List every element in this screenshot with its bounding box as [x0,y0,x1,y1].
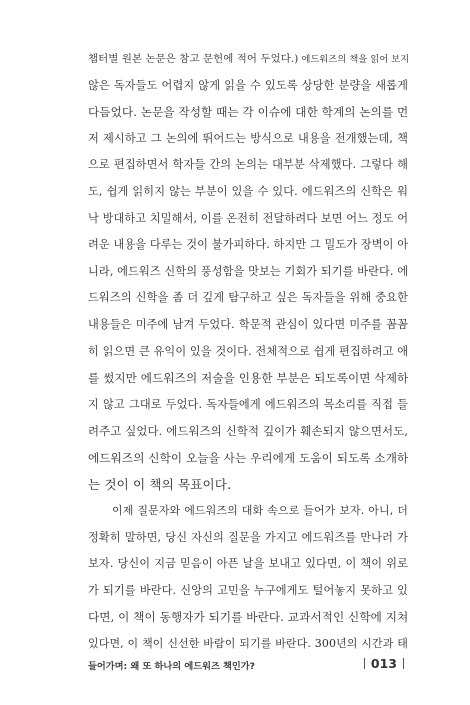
divider [403,658,404,669]
text-line: 다듬었다. 논문을 작성할 때는 각 이슈에 대한 학계의 논의를 먼 [88,105,409,120]
text-line: 다면, 이 책이 동행자가 되기를 바란다. 교과서적인 신학에 지쳐 [88,610,409,625]
text-line: 가 되기를 바란다. 신앙의 고민을 누구에게도 털어놓지 못하고 있 [88,583,408,597]
text-line: 려운 내용을 다루는 것이 불가피하다. 하지만 그 밀도가 장벽이 아 [88,238,409,252]
text-line: 내용들은 미주에 남겨 두었다. 학문적 관심이 있다면 미주를 꼼꼼 [88,317,408,331]
page-footer [88,656,410,672]
text-line: 정확히 말하면, 당신 자신의 질문을 가지고 에드워즈를 만나러 가 [88,530,408,544]
text-line: 를 썼지만 에드워즈의 저술을 인용한 부분은 되도록이면 삭제하 [88,371,409,386]
text-line: 도, 쉽게 읽히지 않는 부분이 있을 수 있다. 에드워즈의 신학은 워 [88,184,408,198]
text-line: 는 것이 이 책의 목표이다. [88,476,232,492]
text-line: 에드워즈의 신학이 오늘을 사는 우리에게 도움이 되도록 소개하 [88,450,409,465]
running-head: 들어가며: 왜 또 하나의 에드워즈 책인가? [88,661,255,672]
page-number-group [358,656,410,671]
text-line: 드워즈의 신학을 좀 더 깊게 탐구하고 싶은 독자들을 위해 중요한 [88,291,408,305]
text-line [88,46,408,73]
footnote-remark: 챕터별 원본 논문은 참고 문헌에 적어 두었다.) [88,53,299,65]
text-line: 지 않고 그대로 두었다. 독자들에게 에드워즈의 목소리를 직접 들 [88,397,408,411]
text-line: 히 읽으면 큰 유익이 있을 것이다. 전체적으로 쉽게 편집하려고 애 [88,344,409,358]
divider [364,658,365,669]
text-line: 않은 독자들도 어렵지 않게 읽을 수 있도록 상당한 분량을 새롭게 [88,78,408,92]
text-line: 있다면, 이 책이 신선한 바람이 되기를 바란다. 300년의 시간과 태 [88,637,408,651]
text-line: 으로 편집하면서 학자들 간의 논의는 대부분 삭제했다. 그렇다 해 [88,158,408,172]
text-line: 저 제시하고 그 논의에 뛰어드는 방식으로 내용을 전개했는데, 책 [88,131,408,145]
body-text [88,46,408,658]
text-line: 이제 질문자와 에드워즈의 대화 속으로 들어가 보자. 아니, 더 [112,504,408,518]
text-line: 려주고 싶었다. 에드워즈의 신학적 깊이가 훼손되지 않으면서도, [88,424,408,439]
line-text: 에드워즈의 책을 읽어 보지 [298,54,410,65]
text-line: 니라, 에드워즈 신학의 풍성함을 맛보는 기회가 되기를 바란다. 에 [88,264,409,278]
text-line: 낙 방대하고 치밀해서, 이를 온전히 전달하려다 보면 어느 정도 어 [88,211,409,225]
page-number: 013 [370,656,397,671]
text-line: 보자. 당신이 지금 믿음이 아픈 날을 보내고 있다면, 이 책이 위로 [88,557,408,571]
